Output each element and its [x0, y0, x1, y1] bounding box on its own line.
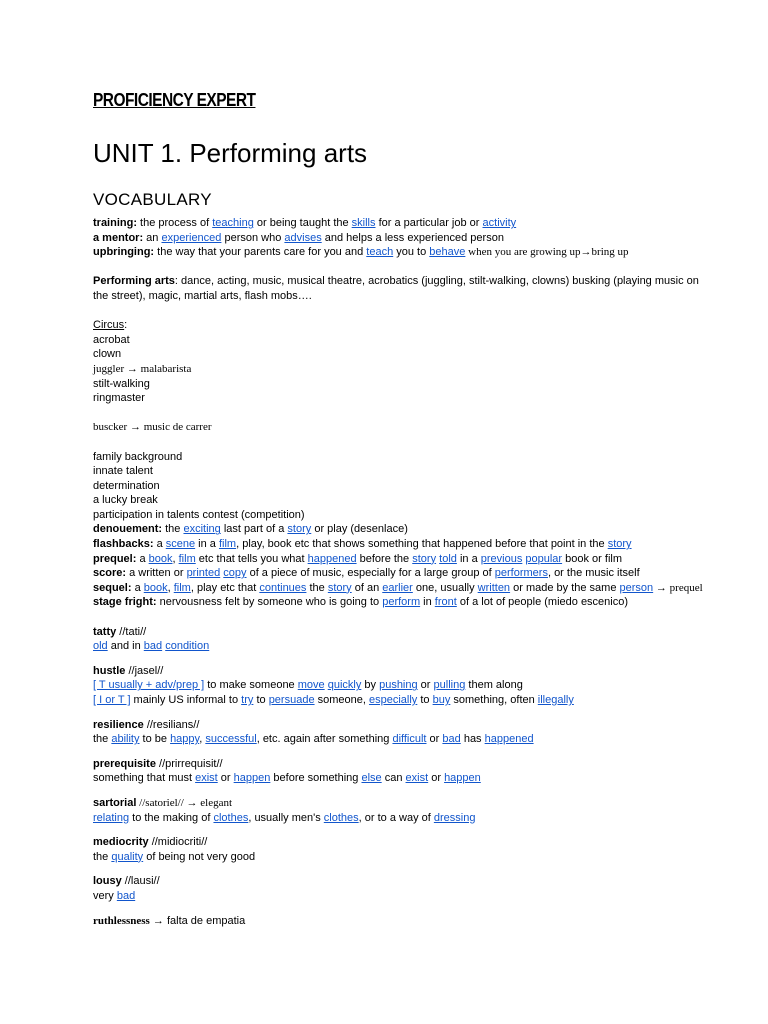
- definition-denouement: denouement: the exciting last part of a story or play (desenlace): [93, 523, 408, 536]
- link[interactable]: illegally: [537, 694, 574, 706]
- word-hustle-definition-2: [ I or T ] mainly US informal to try to persuade someone, especially to buy something, often illegally: [93, 694, 574, 706]
- list-item: stilt-walking: [93, 377, 150, 390]
- link[interactable]: written: [477, 581, 511, 594]
- word-resilience-definition: the ability to be happy, successful, etc. again after something difficult or bad has happened: [93, 733, 534, 746]
- link[interactable]: happen: [444, 772, 481, 785]
- link[interactable]: dressing: [433, 811, 476, 824]
- link[interactable]: especially: [368, 694, 418, 706]
- word-sartorial-definition: relating to the making of clothes, usually men's clothes, or to a way of dressing: [93, 811, 476, 824]
- link[interactable]: film: [178, 552, 196, 565]
- document-body: [93, 216, 713, 928]
- link[interactable]: clothes: [323, 811, 359, 824]
- link[interactable]: perform: [382, 596, 421, 609]
- link[interactable]: printed: [186, 567, 221, 580]
- word-tatty: tatty //tati//: [93, 625, 147, 638]
- link[interactable]: performers: [494, 567, 548, 580]
- link[interactable]: move: [297, 679, 325, 692]
- link[interactable]: bad: [442, 733, 461, 746]
- list-item: buscker → music de carrer: [93, 421, 212, 434]
- link[interactable]: story: [287, 523, 312, 536]
- unit-title: UNIT 1. Performing arts: [93, 138, 368, 168]
- link[interactable]: front: [434, 596, 457, 609]
- list-item: family background: [93, 450, 183, 463]
- link[interactable]: teaching: [212, 217, 254, 229]
- link[interactable]: exist: [405, 772, 429, 785]
- definition-training: training: the process of teaching or being taught the skills for a particular job or activity: [93, 217, 517, 229]
- link[interactable]: advises: [284, 231, 322, 244]
- link[interactable]: story: [607, 538, 632, 551]
- link[interactable]: else: [361, 772, 382, 785]
- link[interactable]: happen: [233, 772, 271, 785]
- link[interactable]: popular: [525, 552, 563, 565]
- link[interactable]: told: [439, 552, 457, 565]
- word-ruthlessness: ruthlessness → falta de empatia: [93, 914, 246, 927]
- list-item: participation in talents contest (competition): [93, 508, 305, 521]
- link[interactable]: film: [218, 538, 237, 551]
- link[interactable]: book: [148, 552, 173, 565]
- link[interactable]: behave: [429, 246, 466, 259]
- list-item: juggler → malabarista: [93, 362, 192, 375]
- link[interactable]: try: [241, 694, 254, 706]
- link[interactable]: scene: [165, 538, 196, 551]
- word-sartorial: sartorial //satoriel// → elegant: [93, 796, 233, 809]
- list-item: a lucky break: [93, 494, 158, 507]
- link[interactable]: clothes: [213, 811, 249, 824]
- term: upbringing:: [93, 246, 155, 259]
- link[interactable]: happy: [170, 733, 200, 746]
- link[interactable]: pushing: [379, 679, 418, 692]
- link[interactable]: person: [619, 581, 654, 594]
- link[interactable]: pulling: [433, 679, 466, 692]
- link[interactable]: successful: [205, 733, 257, 746]
- link[interactable]: difficult: [392, 733, 427, 746]
- link[interactable]: continues: [259, 581, 307, 594]
- word-lousy: lousy //lausi//: [93, 875, 160, 888]
- word-mediocrity: mediocrity //midiocriti//: [93, 836, 208, 849]
- definition-score: score: a written or printed copy of a piece of music, especially for a large group of performers, or the music itself: [93, 567, 640, 580]
- link[interactable]: ability: [111, 733, 140, 746]
- word-hustle-definition-1: [ T usually + adv/prep ] to make someone move quickly by pushing or pulling them along: [93, 679, 523, 692]
- link[interactable]: film: [173, 581, 191, 594]
- link[interactable]: happened: [307, 552, 357, 565]
- link[interactable]: activity: [482, 217, 517, 229]
- link[interactable]: happened: [484, 733, 534, 746]
- term: a mentor:: [93, 231, 144, 244]
- link[interactable]: skills: [351, 217, 376, 229]
- performing-arts-paragraph: Performing arts: dance, acting, music, musical theatre, acrobatics (juggling, stilt-walking, clowns) busking (playing music on the street), magic, martial arts, flash mobs….: [93, 275, 699, 302]
- list-item: determination: [93, 479, 160, 492]
- link[interactable]: experienced: [161, 231, 222, 244]
- brand-title: PROFICIENCY EXPERT: [93, 90, 256, 110]
- link[interactable]: persuade: [268, 694, 315, 706]
- link[interactable]: copy: [223, 567, 247, 580]
- link[interactable]: book: [143, 581, 168, 594]
- definition-mentor: a mentor: an experienced person who advises and helps a less experienced person: [93, 231, 504, 244]
- link[interactable]: quality: [111, 850, 144, 863]
- word-mediocrity-definition: the quality of being not very good: [93, 850, 256, 863]
- definition-flashbacks: flashbacks: a scene in a film, play, book etc that shows something that happened before that point in the story: [93, 538, 632, 551]
- list-item: innate talent: [93, 465, 153, 478]
- link[interactable]: exist: [195, 772, 218, 785]
- definition-stage-fright: stage fright: nervousness felt by someone who is going to perform in front of a lot of people (miedo escenico): [93, 596, 629, 609]
- link[interactable]: story: [327, 581, 352, 594]
- grammar-link[interactable]: [ T usually + adv/prep ]: [93, 679, 205, 692]
- word-prerequisite: prerequisite //prirrequisit//: [93, 757, 223, 770]
- circus-heading: Circus:: [93, 319, 128, 332]
- link[interactable]: buy: [432, 694, 451, 706]
- term: training:: [93, 217, 137, 229]
- link[interactable]: exciting: [183, 523, 221, 536]
- grammar-link[interactable]: [ I or T ]: [93, 694, 131, 706]
- link[interactable]: previous: [480, 552, 523, 565]
- list-item: ringmaster: [93, 392, 145, 405]
- link[interactable]: bad: [143, 640, 163, 653]
- section-heading: VOCABULARY: [93, 190, 212, 209]
- link[interactable]: earlier: [382, 581, 413, 594]
- link[interactable]: teach: [366, 246, 394, 259]
- word-hustle: hustle //jasel//: [93, 664, 164, 677]
- word-lousy-definition: very bad: [93, 889, 136, 902]
- link[interactable]: old: [93, 640, 108, 653]
- word-tatty-definition: old and in bad condition: [93, 640, 210, 653]
- list-item: clown: [93, 348, 122, 361]
- link[interactable]: story: [412, 552, 437, 565]
- list-item: acrobat: [93, 333, 130, 346]
- link[interactable]: bad: [116, 889, 136, 902]
- word-prerequisite-definition: something that must exist or happen before something else can exist or happen: [93, 772, 481, 785]
- link[interactable]: condition: [165, 640, 210, 653]
- definition-sequel: sequel: a book, film, play etc that continues the story of an earlier one, usually written or made by the same person → prequel: [93, 581, 703, 594]
- word-resilience: resilience //resilians//: [93, 718, 200, 731]
- definition-prequel: prequel: a book, film etc that tells you what happened before the story told in a previous popular book or film: [93, 552, 623, 565]
- term: Performing arts: [93, 275, 175, 288]
- definition-upbringing: upbringing: the way that your parents care for you and teach you to behave when you are growing up→bring up: [93, 246, 629, 259]
- link[interactable]: relating: [93, 811, 130, 824]
- link[interactable]: quickly: [327, 679, 362, 692]
